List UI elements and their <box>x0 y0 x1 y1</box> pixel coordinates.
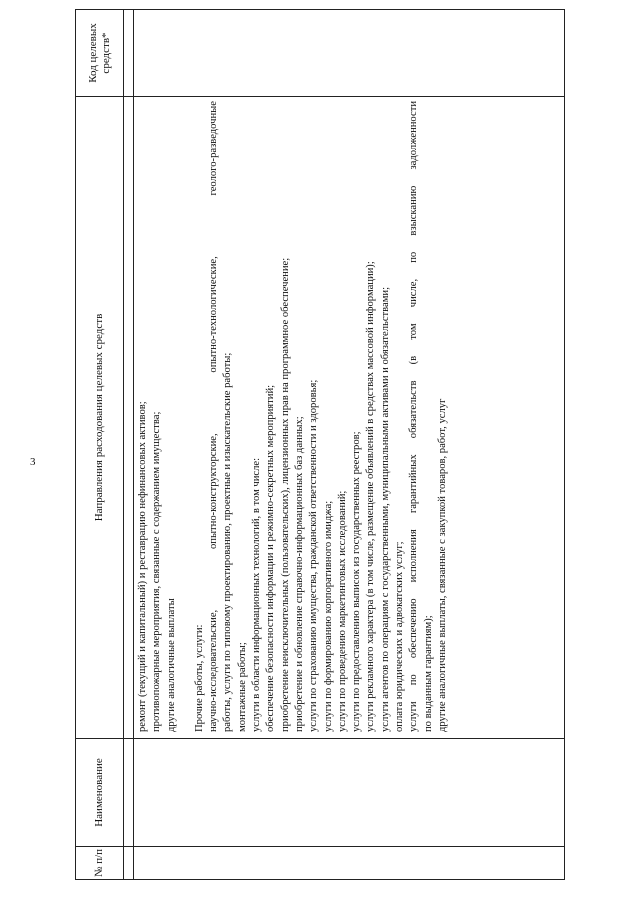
directions-line: противопожарные мероприятия, связанные с содержанием имущества; <box>151 411 163 732</box>
header-direction: Направления расходования целевых средств <box>76 97 124 739</box>
directions-line: по выданным гарантиям); <box>422 615 434 732</box>
directions-line: услуги по проведению маркетинговых исследований; <box>336 490 348 732</box>
directions-line: приобретение неисключительных (пользовательских), лицензионных прав на программное обеспечение; <box>279 257 291 732</box>
directions-line: работы, услуги по типовому проектированию, проектные и изыскательские работы; <box>222 352 234 732</box>
directions-line: обеспечение безопасности информации и режимно-секретных мероприятий; <box>265 384 277 732</box>
spacer-cell <box>124 847 134 880</box>
header-code: Код целевых средств* <box>76 10 124 97</box>
directions-line: услуги по формированию корпоративного имиджа; <box>322 500 334 732</box>
spacer-cell <box>124 739 134 847</box>
directions-line: оплата юридических и адвокатских услуг; <box>394 541 406 732</box>
num-cell <box>134 847 565 880</box>
header-num: № п/п <box>76 847 124 880</box>
direction-cell <box>134 97 565 739</box>
directions-line: услуги по предоставлению выписок из государственных реестров; <box>351 431 363 732</box>
directions-line: приобретение и обновление справочно-информационных баз данных; <box>293 416 305 732</box>
directions-line: Прочие работы, услуги: <box>193 624 205 732</box>
directions-line: другие аналогичные выплаты, связанные с закупкой товаров, работ, услуг <box>436 398 448 732</box>
directions-line: монтажные работы; <box>236 642 248 732</box>
table-row <box>134 10 565 880</box>
spacer-cell <box>124 10 134 97</box>
code-cell <box>134 10 565 97</box>
page-number: 3 <box>30 456 36 468</box>
table-header-row <box>76 10 124 880</box>
rotated-table-container <box>75 10 565 880</box>
directions-line: услуги по страхованию имущества, гражданской ответственности и здоровья; <box>308 379 320 732</box>
directions-line: услуги в области информационных технологий, в том числе: <box>251 457 263 732</box>
spacer-cell <box>124 97 134 739</box>
directions-line: услуги рекламного характера (в том числе, размещение объявлений в средствах массовой информации); <box>365 261 377 732</box>
directions-line: другие аналогичные выплаты <box>165 598 177 732</box>
expenditure-table <box>75 9 565 880</box>
header-name: Наименование <box>76 739 124 847</box>
name-cell <box>134 739 565 847</box>
directions-line: ремонт (текущий и капитальный) и реставрацию нефинансовых активов; <box>137 401 148 732</box>
directions-line: услуги агентов по операциям с государственными, муниципальными активами и обязательствами; <box>379 286 391 732</box>
table-spacer-row <box>124 10 134 880</box>
directions-line: научно-исследовательские, опытно-конструкторские, опытно-технологические, геолого-разведочные <box>208 101 220 732</box>
directions-line: услуги по обеспечению исполнения гарантийных обязательств (в том числе, по взысканию задолженности <box>408 101 420 732</box>
